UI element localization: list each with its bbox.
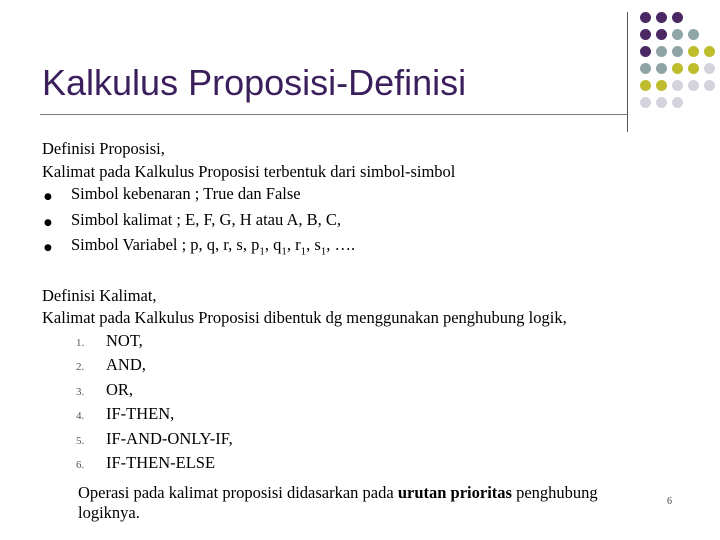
decorative-dot: [656, 80, 667, 91]
title-underline: [40, 114, 628, 115]
numbered-item: [42, 452, 682, 477]
decorative-dot: [672, 29, 683, 40]
numbered-item: [42, 403, 682, 428]
item-text: IF-THEN,: [106, 404, 175, 424]
item-number: 5.: [76, 434, 85, 447]
item-text: IF-AND-ONLY-IF,: [106, 428, 233, 448]
decorative-dot: [656, 46, 667, 57]
numbered-item: [42, 379, 682, 404]
decorative-dot: [640, 46, 651, 57]
decorative-dot: [656, 97, 667, 108]
item-number: 1.: [76, 336, 85, 349]
decorative-dot: [688, 29, 699, 40]
decorative-dot: [640, 29, 651, 40]
decorative-dot: [672, 46, 683, 57]
numbered-item: [42, 354, 682, 379]
bullet-icon: ●: [44, 243, 52, 253]
section2-heading: Definisi Kalimat,: [42, 285, 157, 305]
decorative-dot: [656, 29, 667, 40]
bullet-item: [42, 209, 682, 235]
footer-emphasis: urutan prioritas: [397, 483, 512, 502]
slide-title: Kalkulus Proposisi-Definisi: [42, 62, 467, 103]
numbered-item: [42, 428, 682, 453]
decorative-dot: [704, 80, 715, 91]
item-text: OR,: [106, 379, 134, 399]
page-number: 6: [667, 496, 672, 507]
bullet-item: [42, 183, 682, 209]
item-number: 6.: [76, 459, 85, 472]
decorative-dot: [672, 97, 683, 108]
bullet-icon: ●: [44, 217, 52, 228]
bullet-text: Simbol kalimat ; E, F, G, H atau A, B, C,: [71, 209, 342, 229]
decorative-dot: [656, 63, 667, 74]
numbered-item: [42, 330, 682, 355]
decorative-dot: [672, 12, 683, 23]
decorative-dot: [640, 97, 651, 108]
section1-heading: Definisi Proposisi,: [42, 139, 165, 158]
item-text: AND,: [106, 355, 146, 375]
bullet-item: [42, 234, 682, 263]
decorative-dot: [704, 63, 715, 74]
decorative-dot: [656, 12, 667, 23]
bullet-text: Simbol kebenaran ; True dan False: [71, 184, 301, 203]
item-number: 4.: [76, 410, 85, 423]
decorative-dot: [688, 46, 699, 57]
decorative-dot: [640, 12, 651, 23]
decorative-dot: [640, 63, 651, 74]
bullet-icon: ●: [44, 192, 52, 202]
decorative-dot: [640, 80, 651, 91]
section1-intro: Kalimat pada Kalkulus Proposisi terbentuk dari simbol-simbol: [42, 161, 456, 181]
decorative-dot: [672, 63, 683, 74]
decorative-dot: [688, 63, 699, 74]
decorative-dot: [672, 80, 683, 91]
vertical-divider: [627, 12, 628, 132]
item-number: 2.: [76, 361, 85, 374]
section2-intro: Kalimat pada Kalkulus Proposisi dibentuk dg menggunakan penghubung logik,: [42, 308, 567, 328]
slide-body: [42, 138, 682, 477]
item-text: IF-THEN-ELSE: [106, 453, 216, 473]
bullet-text: Simbol Variabel ; p, q, r, s, $p_1$, $q_1$, $r_1$, $s_1$, ….: [71, 235, 356, 258]
footer-note: Operasi pada kalimat proposisi didasarkan pada urutan prioritas penghubung logiknya.: [78, 483, 598, 522]
decorative-dot: [704, 46, 715, 57]
item-number: 3.: [76, 385, 85, 398]
item-text: NOT,: [106, 330, 143, 350]
decorative-dot: [688, 80, 699, 91]
